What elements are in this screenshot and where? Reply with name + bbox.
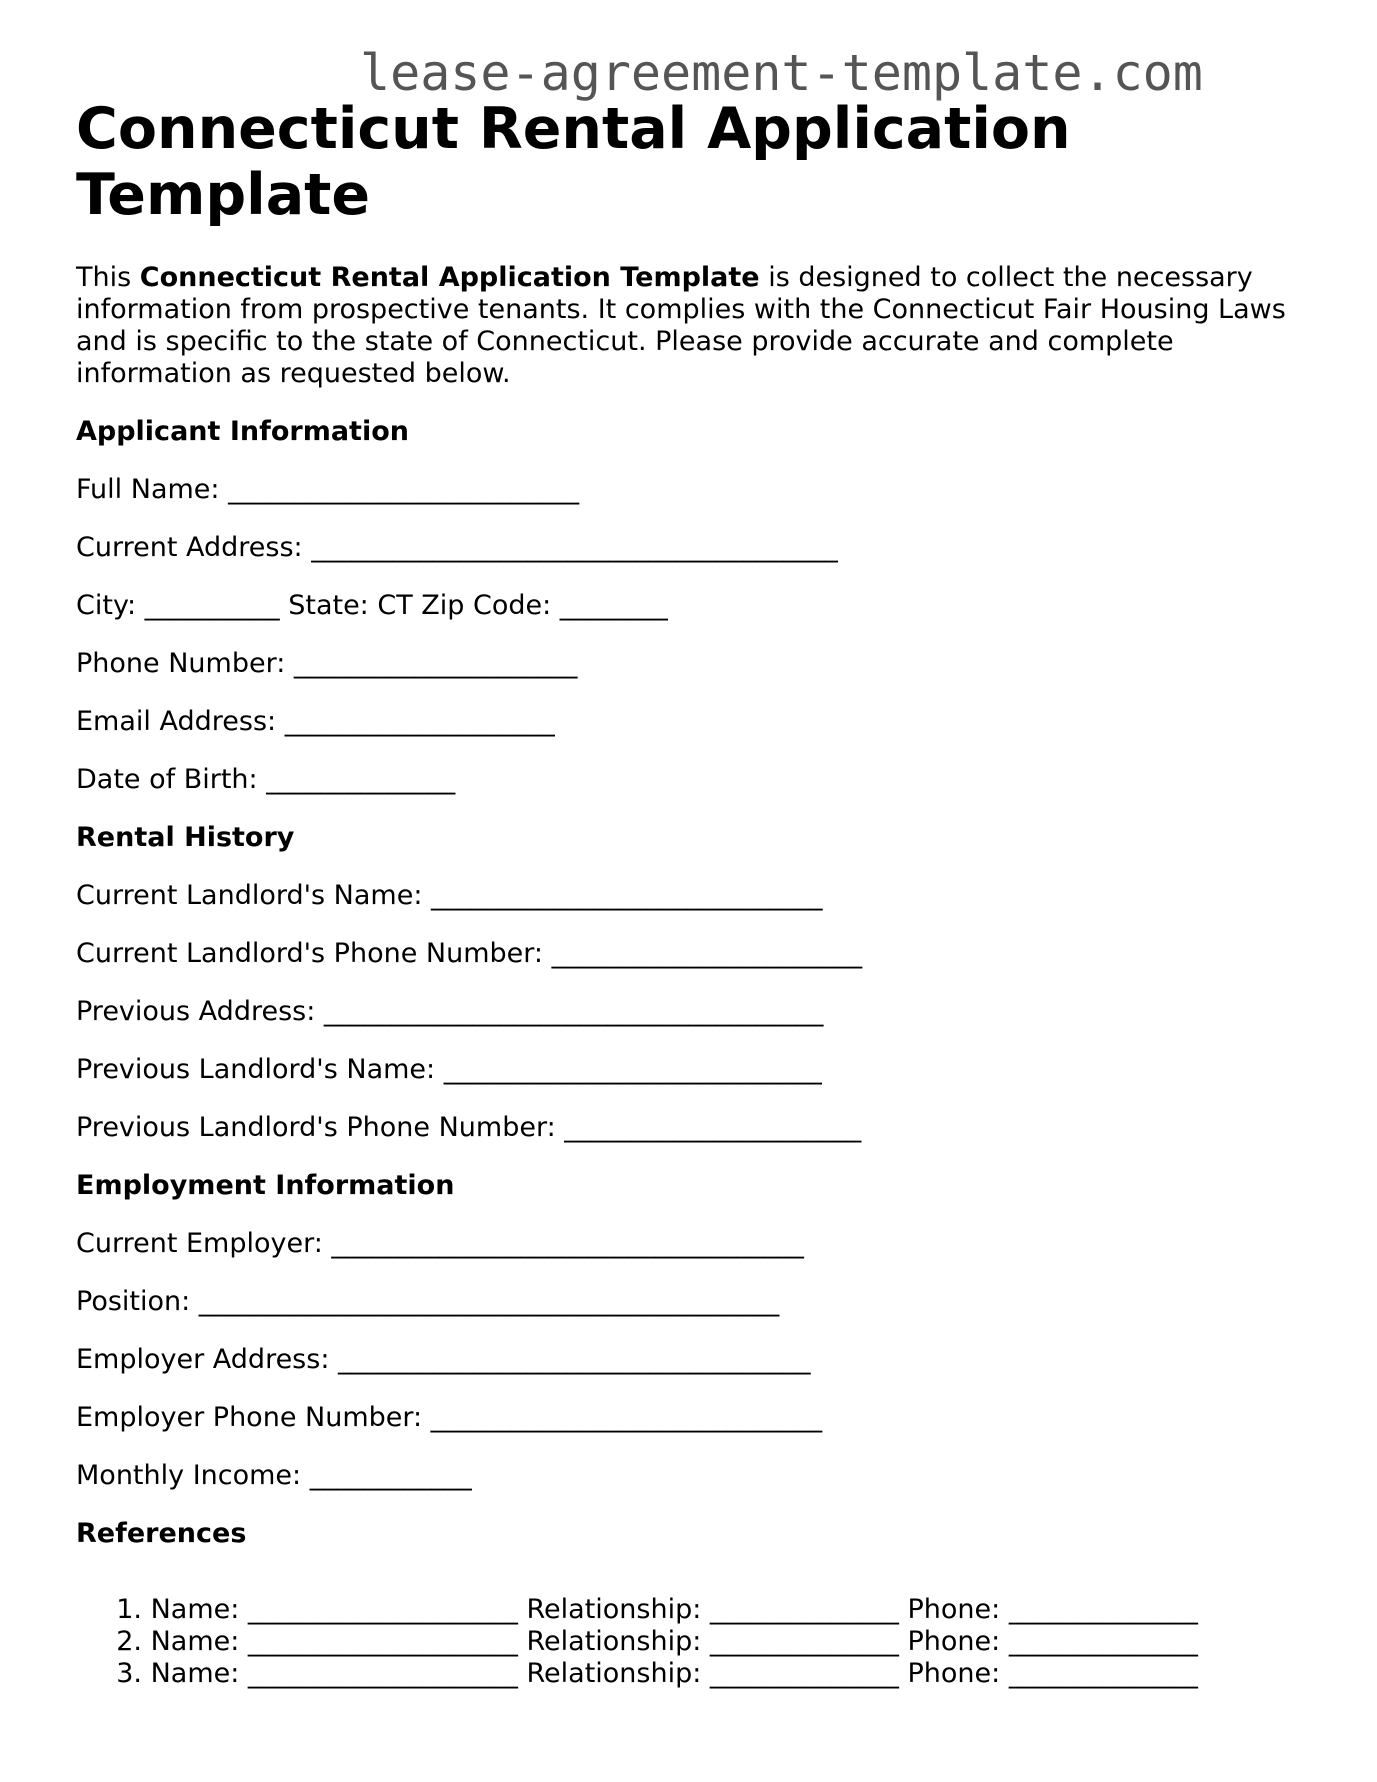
phone-number-field[interactable]: Phone Number: _____________________ bbox=[76, 648, 578, 679]
intro-prefix: This bbox=[76, 262, 140, 293]
full-name-field[interactable]: Full Name: __________________________ bbox=[76, 474, 580, 505]
intro-bold-title: Connecticut Rental Application Template bbox=[139, 262, 760, 293]
intro-paragraph bbox=[76, 262, 1306, 390]
reference-item[interactable] bbox=[76, 1658, 1198, 1690]
applicant-section-heading: Applicant Information bbox=[76, 416, 409, 447]
reference-item[interactable] bbox=[76, 1594, 1198, 1626]
city-state-zip-field[interactable]: City: __________ State: CT Zip Code: ________ bbox=[76, 590, 668, 621]
current-landlord-name-field[interactable]: Current Landlord's Name: _____________________________ bbox=[76, 880, 823, 911]
reference-fields[interactable]: Name: ____________________ Relationship: ______________ Phone: ______________ bbox=[142, 1626, 1198, 1657]
current-employer-field[interactable]: Current Employer: ___________________________________ bbox=[76, 1228, 804, 1259]
rental-history-heading: Rental History bbox=[76, 822, 295, 853]
position-field[interactable]: Position: ___________________________________________ bbox=[76, 1286, 780, 1317]
employment-section-heading: Employment Information bbox=[76, 1170, 455, 1201]
page-title: Connecticut Rental Application Template bbox=[76, 96, 1071, 228]
references-heading: References bbox=[76, 1518, 247, 1549]
employer-phone-field[interactable]: Employer Phone Number: _____________________________ bbox=[76, 1402, 823, 1433]
date-of-birth-field[interactable]: Date of Birth: ______________ bbox=[76, 764, 456, 795]
reference-number: 2. bbox=[116, 1626, 142, 1657]
intro-suffix: is designed to collect the necessary information from prospective tenants. It complies with the Connecticut Fair Housing Laws and is specific to the state of Connecticut. Please provide accurate and complete information as requested below. bbox=[76, 262, 1286, 389]
email-address-field[interactable]: Email Address: ____________________ bbox=[76, 706, 555, 737]
reference-number: 3. bbox=[116, 1658, 142, 1689]
reference-item[interactable] bbox=[76, 1626, 1198, 1658]
employer-address-field[interactable]: Employer Address: ___________________________________ bbox=[76, 1344, 811, 1375]
reference-number: 1. bbox=[116, 1594, 142, 1625]
site-watermark: lease-agreement-template.com bbox=[360, 44, 1203, 102]
monthly-income-field[interactable]: Monthly Income: ____________ bbox=[76, 1460, 472, 1491]
reference-fields[interactable]: Name: ____________________ Relationship: ______________ Phone: ______________ bbox=[142, 1658, 1198, 1689]
reference-fields[interactable]: Name: ____________________ Relationship: ______________ Phone: ______________ bbox=[142, 1594, 1198, 1625]
current-landlord-phone-field[interactable]: Current Landlord's Phone Number: _______________________ bbox=[76, 938, 863, 969]
previous-address-field[interactable]: Previous Address: _____________________________________ bbox=[76, 996, 824, 1027]
previous-landlord-name-field[interactable]: Previous Landlord's Name: ____________________________ bbox=[76, 1054, 822, 1085]
current-address-field[interactable]: Current Address: _______________________________________ bbox=[76, 532, 838, 563]
references-list bbox=[76, 1594, 1198, 1690]
previous-landlord-phone-field[interactable]: Previous Landlord's Phone Number: ______________________ bbox=[76, 1112, 862, 1143]
